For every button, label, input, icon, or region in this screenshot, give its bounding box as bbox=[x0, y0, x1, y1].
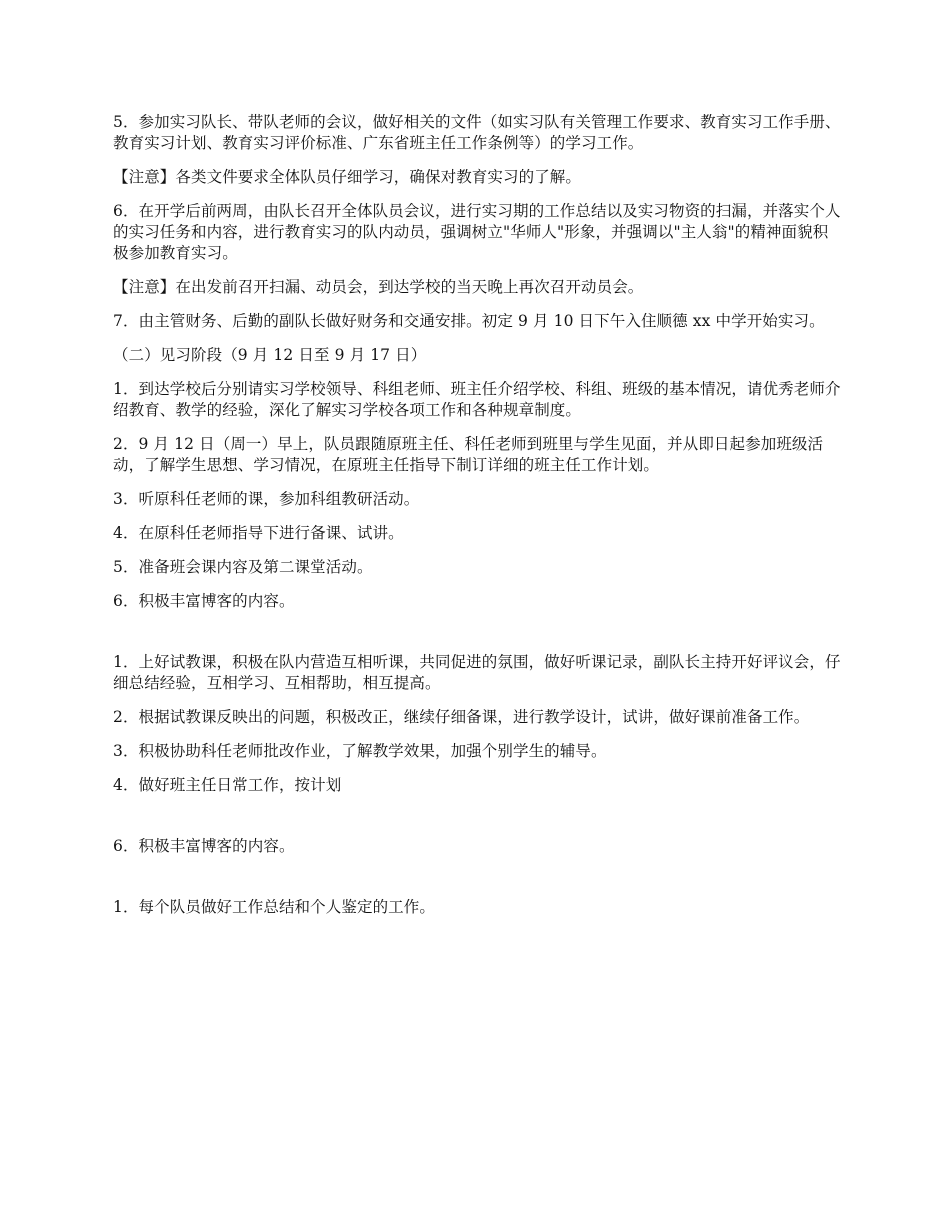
paragraph-teaching-item-1: 1．上好试教课，积极在队内营造互相听课，共同促进的氛围，做好听课记录，副队长主持开好评议会，仔细总结经验，互相学习、互相帮助，相互提高。 bbox=[113, 653, 841, 692]
paragraph-item-5-meeting: 5．参加实习队长、带队老师的会议，做好相关的文件（如实习队有关管理工作要求、教育实习工作手册、教育实习计划、教育实习评价标准、广东省班主任工作条例等）的学习工作。 bbox=[113, 113, 841, 152]
paragraph-teaching-item-3: 3．积极协助科任老师批改作业，了解教学效果，加强个别学生的辅导。 bbox=[113, 742, 607, 760]
document-body bbox=[113, 112, 843, 931]
paragraph-observation-item-3: 3．听原科任老师的课，参加科组教研活动。 bbox=[113, 490, 420, 508]
paragraph-item-7-finance-transport: 7．由主管财务、后勤的副队长做好财务和交通安排。初定 9 月 10 日下午入住顺德 xx 中学开始实习。 bbox=[113, 312, 825, 330]
paragraph-teaching-item-2: 2．根据试教课反映出的问题，积极改正，继续仔细备课，进行教学设计，试讲，做好课前准备工作。 bbox=[113, 708, 810, 726]
paragraph-summary-item-1: 1．每个队员做好工作总结和个人鉴定的工作。 bbox=[113, 898, 435, 916]
paragraph-observation-item-4: 4．在原科任老师指导下进行备课、试讲。 bbox=[113, 524, 404, 542]
paragraph-item-6-team-meeting: 6．在开学后前两周，由队长召开全体队员会议，进行实习期的工作总结以及实习物资的扫漏，并落实个人的实习任务和内容，进行教育实习的队内动员，强调树立"华师人"形象，并强调以"主人翁"的精神面貌积极参加教育实习。 bbox=[113, 202, 841, 262]
paragraph-teaching-item-6: 6．积极丰富博客的内容。 bbox=[113, 837, 295, 855]
paragraph-observation-item-1: 1．到达学校后分别请实习学校领导、科组老师、班主任介绍学校、科组、班级的基本情况，请优秀老师介绍教育、教学的经验，深化了解实习学校各项工作和各种规章制度。 bbox=[113, 380, 841, 419]
note-study-files: 【注意】各类文件要求全体队员仔细学习，确保对教育实习的了解。 bbox=[113, 168, 582, 186]
paragraph-observation-item-2: 2．9 月 12 日（周一）早上，队员跟随原班主任、科任老师到班里与学生见面，并从即日起参加班级活动，了解学生思想、学习情况，在原班主任指导下制订详细的班主任工作计划。 bbox=[113, 435, 824, 474]
paragraph-observation-item-5: 5．准备班会课内容及第二课堂活动。 bbox=[113, 558, 373, 576]
note-mobilization-meeting: 【注意】在出发前召开扫漏、动员会，到达学校的当天晚上再次召开动员会。 bbox=[113, 278, 644, 296]
paragraph-teaching-item-4: 4．做好班主任日常工作，按计划 bbox=[113, 776, 342, 794]
paragraph-observation-item-6: 6．积极丰富博客的内容。 bbox=[113, 592, 295, 610]
section-heading-observation-stage: （二）见习阶段（9 月 12 日至 9 月 17 日） bbox=[113, 346, 427, 364]
